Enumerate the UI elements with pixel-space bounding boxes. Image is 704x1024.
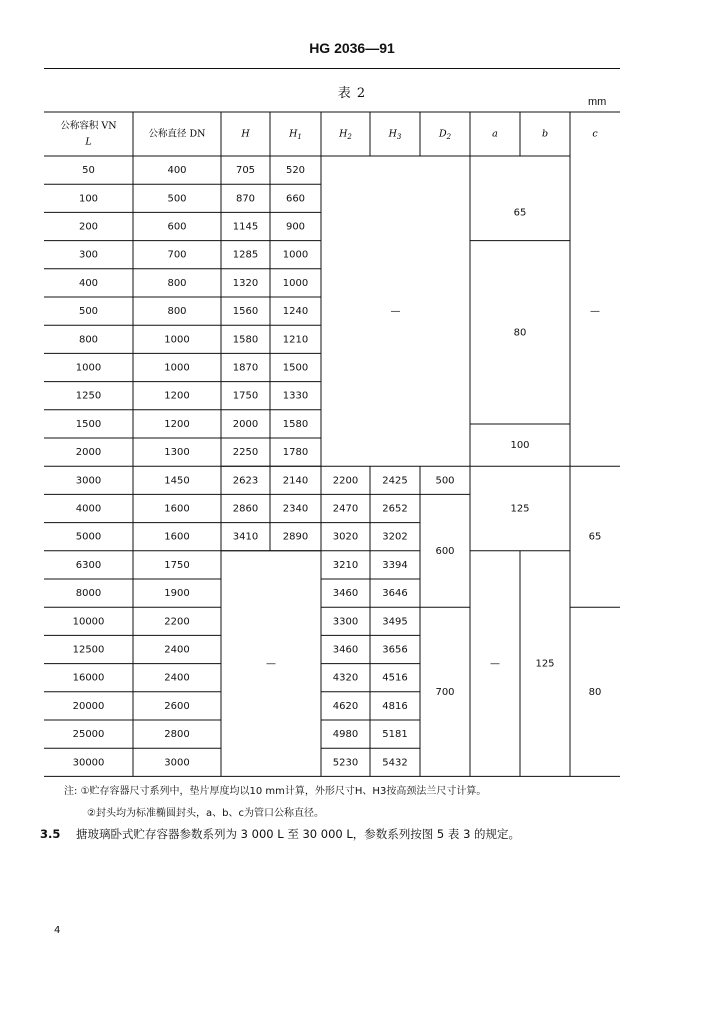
cell-vn: 50 bbox=[82, 165, 95, 177]
cell-h2: 3460 bbox=[332, 588, 359, 600]
cell-dn: 400 bbox=[167, 165, 187, 177]
header-d2: $D_2$ bbox=[438, 128, 452, 141]
cell-vn: 1500 bbox=[75, 418, 102, 430]
cell-h3: 2425 bbox=[382, 475, 408, 487]
cell-h1: 2140 bbox=[282, 475, 309, 487]
header-h3: $H_3$ bbox=[388, 128, 402, 141]
cell-h: 2623 bbox=[232, 475, 259, 487]
clause-text: 搪玻璃卧式贮存容器参数系列为 3 000 L 至 30 000 L，参数系列按图 5 表 3 的规定。 bbox=[76, 827, 521, 841]
cell-dn: 2800 bbox=[164, 729, 190, 741]
cell-dn: 3000 bbox=[164, 757, 190, 769]
cell-h3: 3202 bbox=[382, 531, 408, 543]
merged-a-b-100: 100 bbox=[510, 440, 530, 452]
cell-vn: 100 bbox=[78, 193, 99, 205]
cell-h1: 2890 bbox=[282, 531, 309, 543]
cell-h1: 2340 bbox=[282, 503, 309, 515]
cell-dn: 1200 bbox=[164, 390, 190, 402]
cell-h: 2250 bbox=[232, 447, 259, 459]
cell-dn: 1200 bbox=[164, 418, 190, 430]
header-vn-unit: L bbox=[85, 136, 92, 148]
page-number: 4 bbox=[54, 925, 61, 936]
merged-d2-700: 700 bbox=[435, 686, 455, 698]
cell-dn: 2400 bbox=[164, 672, 190, 684]
cell-dn: 1600 bbox=[164, 503, 190, 515]
header-h2: $H_2$ bbox=[339, 128, 352, 141]
cell-h1: 1240 bbox=[282, 306, 309, 318]
cell-vn: 4000 bbox=[75, 503, 102, 515]
cell-h3: 5432 bbox=[382, 757, 408, 769]
merged-a-b-65: 65 bbox=[513, 207, 527, 219]
cell-vn: 20000 bbox=[72, 700, 105, 712]
cell-dn: 1000 bbox=[164, 334, 190, 346]
cell-dn: 1000 bbox=[164, 362, 190, 374]
merged-c-dash: — bbox=[590, 306, 600, 318]
cell-h1: 900 bbox=[285, 221, 306, 233]
merged-b-125: 125 bbox=[535, 658, 555, 670]
table-unit: mm bbox=[588, 96, 607, 108]
clause-number: 3.5 bbox=[40, 827, 61, 841]
cell-h1: 1780 bbox=[282, 447, 309, 459]
note-1 bbox=[64, 782, 486, 797]
cell-h1: 660 bbox=[285, 193, 306, 205]
cell-h2: 3460 bbox=[332, 644, 359, 656]
cell-h: 870 bbox=[235, 193, 256, 205]
cell-dn: 600 bbox=[167, 221, 187, 233]
merged-h2-h3-d2-dash: — bbox=[390, 306, 401, 318]
cell-vn: 1250 bbox=[75, 390, 102, 402]
cell-h2: 5230 bbox=[332, 757, 359, 769]
header-a: a bbox=[492, 128, 498, 140]
header-b: b bbox=[541, 128, 549, 140]
cell-dn: 1600 bbox=[164, 531, 190, 543]
cell-vn: 6300 bbox=[75, 559, 102, 571]
cell-vn: 12500 bbox=[72, 644, 105, 656]
merged-d2-600: 600 bbox=[435, 545, 455, 557]
cell-h1: 1500 bbox=[282, 362, 309, 374]
note-2: ②封头均为标准椭圆封头，a、b、c为管口公称直径。 bbox=[87, 808, 324, 819]
merged-c-65: 65 bbox=[588, 531, 602, 543]
cell-vn: 8000 bbox=[75, 588, 102, 600]
cell-vn: 25000 bbox=[72, 729, 105, 741]
cell-dn: 800 bbox=[167, 306, 187, 318]
cell-h2: 4320 bbox=[332, 672, 359, 684]
cell-vn: 16000 bbox=[72, 672, 105, 684]
cell-vn: 500 bbox=[78, 306, 99, 318]
cell-h1: 1580 bbox=[282, 418, 309, 430]
merged-a-dash: — bbox=[490, 658, 500, 670]
cell-h2: 4620 bbox=[332, 700, 359, 712]
cell-vn: 10000 bbox=[72, 616, 105, 628]
clause-3-5 bbox=[40, 826, 520, 842]
cell-vn: 5000 bbox=[75, 531, 102, 543]
cell-h: 1870 bbox=[232, 362, 259, 374]
header-h: H bbox=[241, 128, 250, 140]
cell-dn: 2200 bbox=[164, 616, 190, 628]
merged-a-b-125: 125 bbox=[510, 503, 530, 515]
cell-h: 2860 bbox=[232, 503, 259, 515]
cell-h2: 3020 bbox=[332, 531, 359, 543]
cell-h1: 1000 bbox=[282, 249, 309, 261]
cell-dn: 700 bbox=[167, 249, 187, 261]
cell-h3: 3495 bbox=[382, 616, 408, 628]
cell-h3: 5181 bbox=[382, 729, 408, 741]
merged-c-80: 80 bbox=[588, 686, 602, 698]
cell-h2: 2470 bbox=[332, 503, 359, 515]
cell-dn: 500 bbox=[167, 193, 187, 205]
cell-dn: 1300 bbox=[164, 447, 190, 459]
cell-vn: 200 bbox=[78, 221, 99, 233]
cell-dn: 2600 bbox=[164, 700, 190, 712]
cell-h3: 3646 bbox=[382, 588, 408, 600]
cell-h3: 2652 bbox=[382, 503, 408, 515]
cell-h2: 3300 bbox=[332, 616, 359, 628]
cell-h: 705 bbox=[235, 165, 256, 177]
cell-h: 1320 bbox=[232, 277, 259, 289]
merged-a-b-80: 80 bbox=[513, 327, 527, 339]
cell-h: 1750 bbox=[232, 390, 259, 402]
cell-dn: 800 bbox=[167, 277, 187, 289]
cell-dn: 1900 bbox=[164, 588, 190, 600]
cell-h: 3410 bbox=[232, 531, 259, 543]
header-c: c bbox=[592, 128, 598, 140]
cell-vn: 800 bbox=[78, 334, 99, 346]
cell-vn: 1000 bbox=[75, 362, 102, 374]
cell-h2: 4980 bbox=[332, 729, 359, 741]
cell-h: 1580 bbox=[232, 334, 259, 346]
cell-vn: 400 bbox=[78, 277, 99, 289]
header-dn: 公称直径 DN bbox=[148, 128, 206, 140]
document-header: HG 2036—91 bbox=[309, 40, 395, 56]
merged-d2-500: 500 bbox=[435, 475, 455, 487]
cell-dn: 2400 bbox=[164, 644, 190, 656]
table-caption: 表 2 bbox=[337, 86, 367, 101]
cell-vn: 30000 bbox=[72, 757, 105, 769]
cell-h3: 4516 bbox=[382, 672, 408, 684]
cell-h: 2000 bbox=[232, 418, 259, 430]
cell-h3: 4816 bbox=[382, 700, 408, 712]
note-1-text: ①贮存容器尺寸系列中，垫片厚度均以10 mm计算，外形尺寸H、H3按高颈法兰尺寸计算。 bbox=[80, 786, 487, 797]
cell-h1: 1330 bbox=[282, 390, 309, 402]
cell-h1: 520 bbox=[285, 165, 306, 177]
cell-h2: 3210 bbox=[332, 559, 359, 571]
cell-vn: 2000 bbox=[75, 447, 102, 459]
note-label: 注: bbox=[64, 786, 78, 797]
cell-h1: 1210 bbox=[282, 334, 309, 346]
merged-h-h1-dash: — bbox=[266, 658, 276, 670]
header-vn: 公称容积 VN bbox=[60, 120, 117, 132]
cell-dn: 1450 bbox=[164, 475, 190, 487]
header-h1: $H_1$ bbox=[289, 128, 302, 141]
cell-h: 1285 bbox=[232, 249, 259, 261]
cell-h: 1560 bbox=[232, 306, 259, 318]
cell-vn: 300 bbox=[78, 249, 99, 261]
cell-h2: 2200 bbox=[332, 475, 359, 487]
cell-dn: 1750 bbox=[164, 559, 190, 571]
cell-vn: 3000 bbox=[75, 475, 102, 487]
cell-h: 1145 bbox=[232, 221, 259, 233]
cell-h3: 3656 bbox=[382, 644, 408, 656]
cell-h3: 3394 bbox=[382, 559, 408, 571]
cell-h1: 1000 bbox=[282, 277, 309, 289]
